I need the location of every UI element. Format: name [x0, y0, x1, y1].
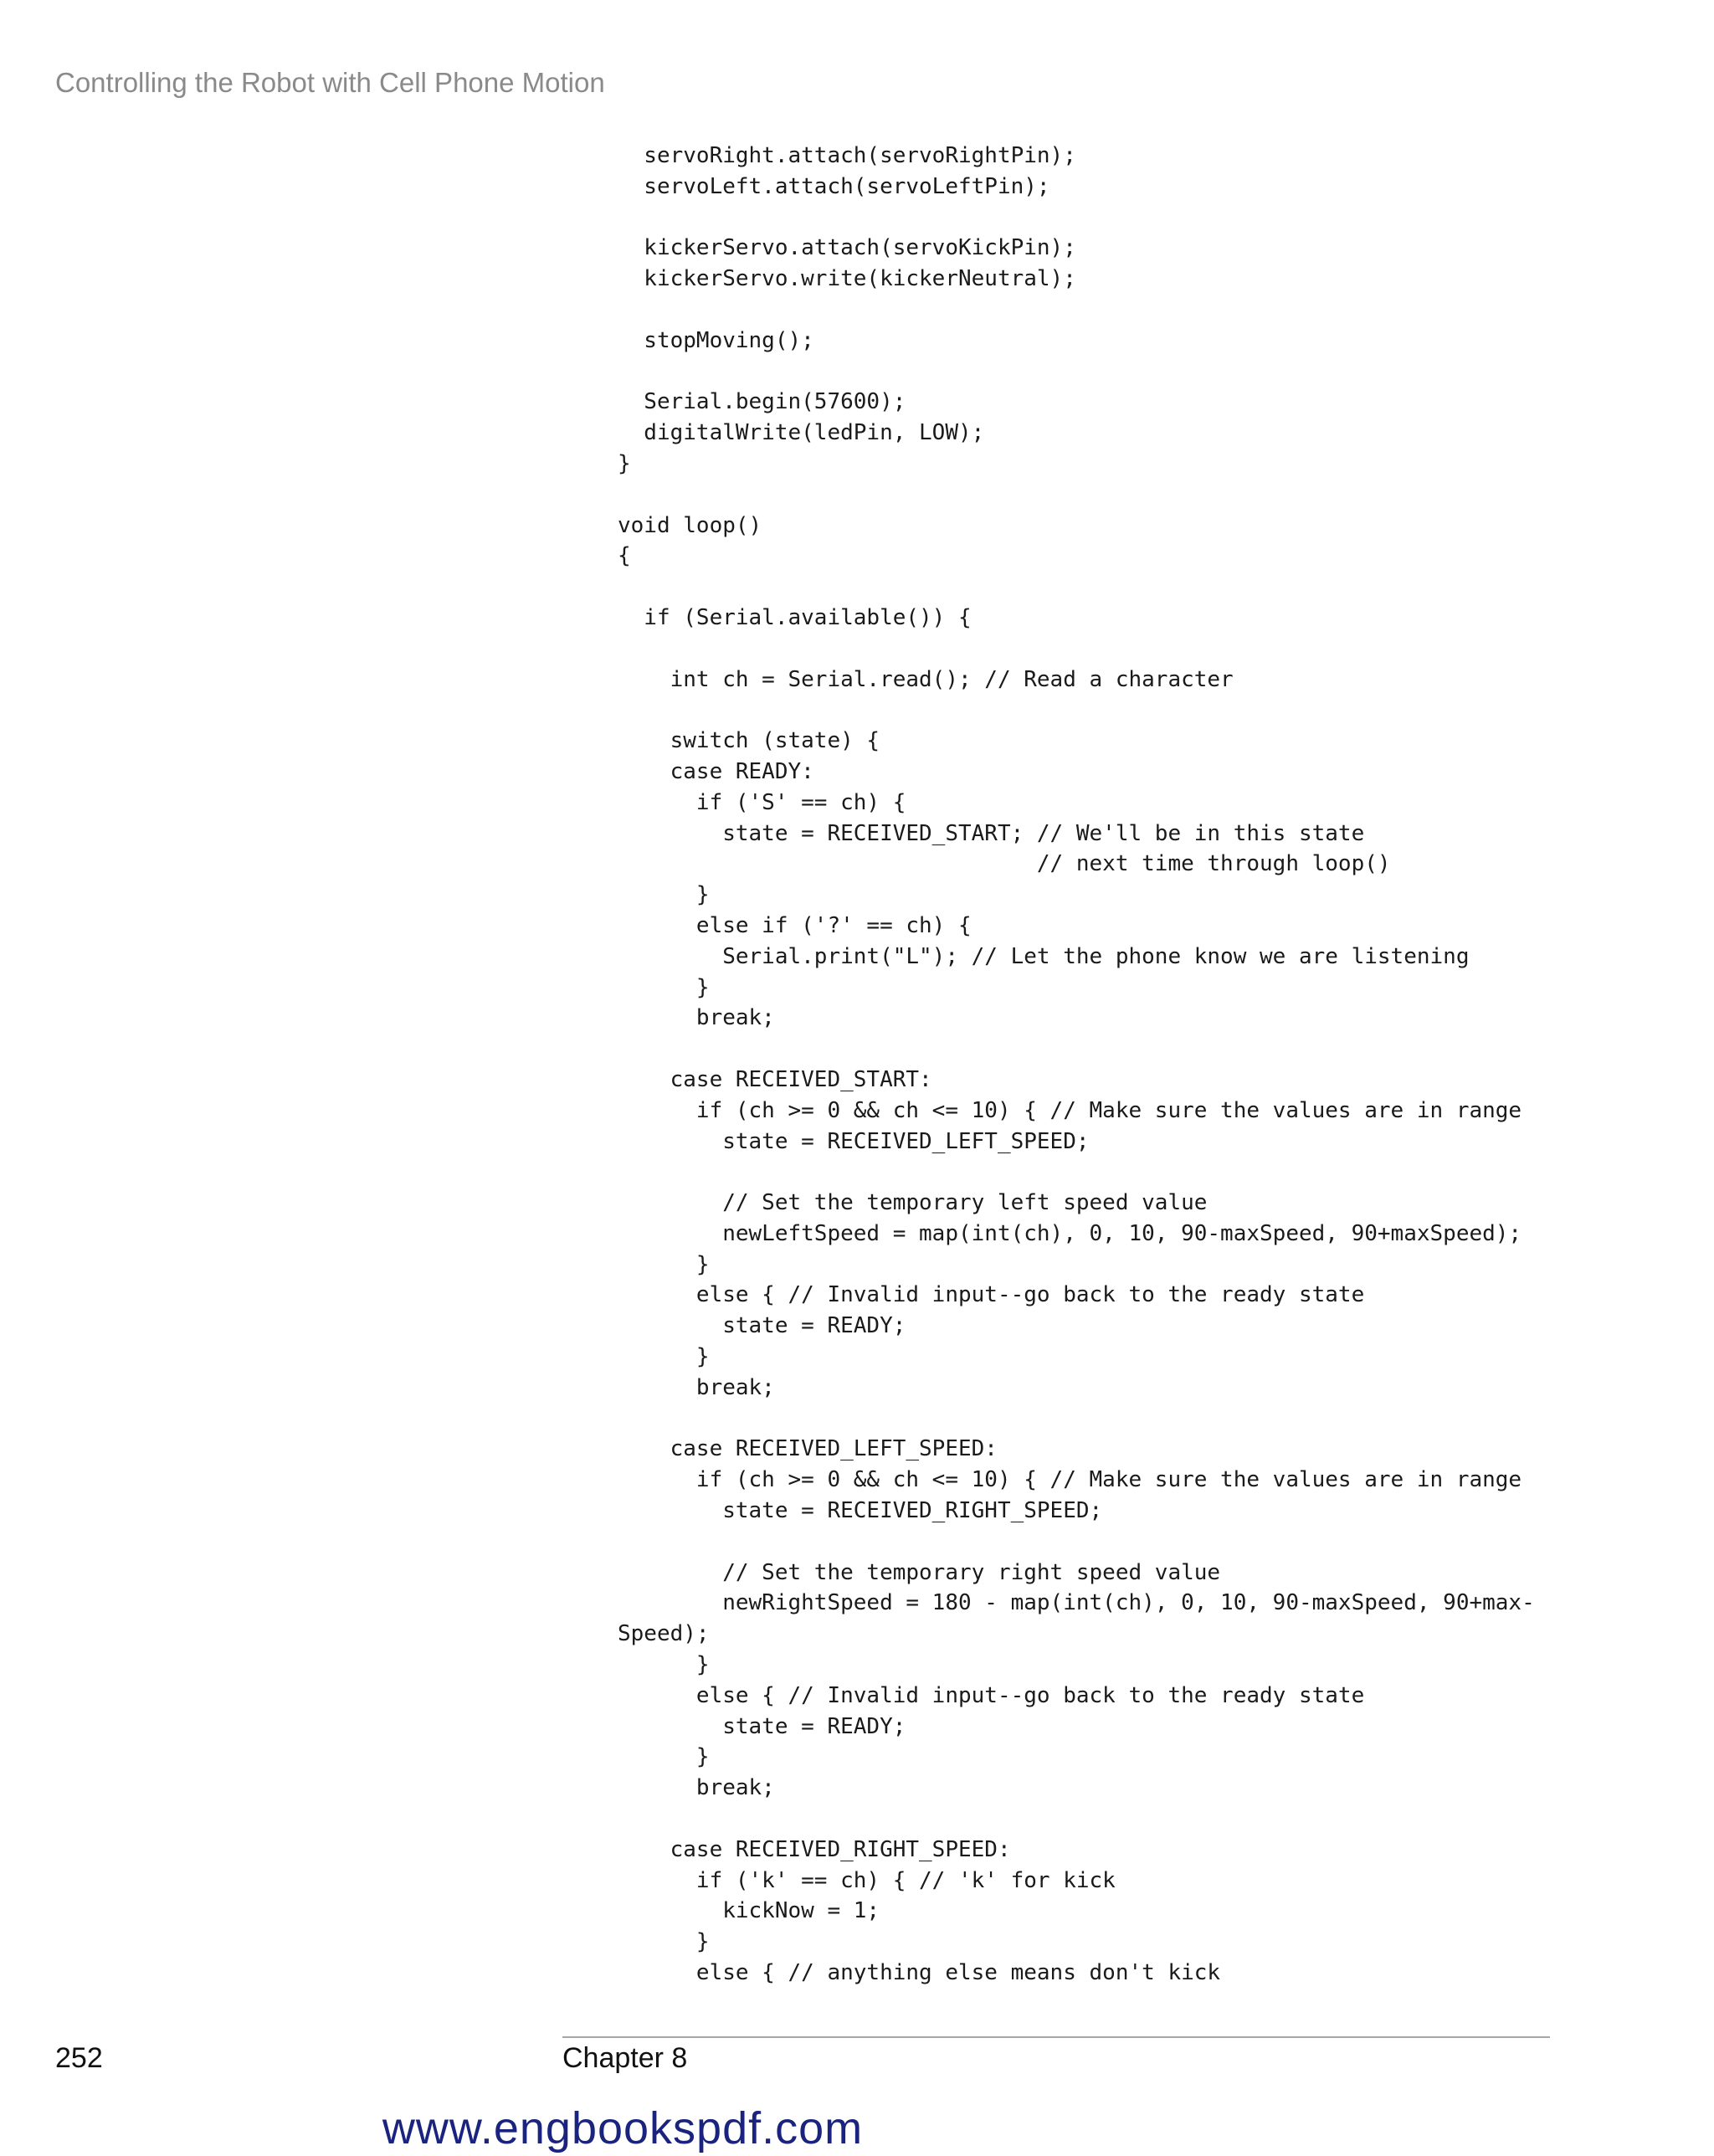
- code-line: break;: [618, 1005, 775, 1031]
- code-line: state = RECEIVED_RIGHT_SPEED;: [618, 1498, 1103, 1524]
- code-line: else { // Invalid input--go back to the ready state: [618, 1282, 1365, 1308]
- code-line: else { // Invalid input--go back to the ready state: [618, 1682, 1365, 1708]
- code-line: }: [618, 450, 631, 476]
- code-line: Serial.begin(57600);: [618, 389, 906, 415]
- code-line: }: [618, 974, 710, 1000]
- code-line: kickerServo.attach(servoKickPin);: [618, 235, 1076, 261]
- code-line: case READY:: [618, 758, 814, 784]
- code-line: digitalWrite(ledPin, LOW);: [618, 420, 985, 446]
- code-line: [618, 1804, 1535, 1835]
- code-line: break;: [618, 1775, 775, 1801]
- footer-rule: [562, 2036, 1550, 2038]
- code-line: [618, 1404, 1535, 1435]
- code-line: servoLeft.attach(servoLeftPin);: [618, 173, 1050, 199]
- code-line: case RECEIVED_RIGHT_SPEED:: [618, 1836, 1011, 1862]
- code-line: [618, 1527, 1535, 1558]
- code-line: stopMoving();: [618, 327, 814, 353]
- code-line: }: [618, 1929, 710, 1955]
- code-line: kickNow = 1;: [618, 1898, 880, 1924]
- code-line: int ch = Serial.read(); // Read a character: [618, 666, 1234, 692]
- code-line: state = READY;: [618, 1713, 906, 1739]
- code-line: Serial.print("L"); // Let the phone know we are listening: [618, 943, 1470, 969]
- code-line: void loop(): [618, 512, 762, 538]
- code-line: state = READY;: [618, 1313, 906, 1339]
- code-line: [618, 203, 1535, 234]
- code-line: // next time through loop(): [618, 851, 1391, 877]
- watermark-link[interactable]: [0, 2102, 1714, 2154]
- code-line: if ('S' == ch) {: [618, 789, 906, 815]
- code-line: }: [618, 1344, 710, 1370]
- code-line: newRightSpeed = 180 - map(int(ch), 0, 10, 90-maxSpeed, 90+max-: [618, 1590, 1535, 1616]
- code-line: case RECEIVED_START:: [618, 1066, 932, 1092]
- chapter-label: Chapter 8: [562, 2042, 688, 2074]
- code-line: if (Serial.available()) {: [618, 604, 972, 630]
- code-line: [618, 357, 1535, 388]
- code-line: state = RECEIVED_START; // We'll be in this state: [618, 820, 1365, 846]
- code-line: [618, 1157, 1535, 1188]
- code-line: case RECEIVED_LEFT_SPEED:: [618, 1436, 998, 1462]
- code-line: [618, 295, 1535, 326]
- code-line: if ('k' == ch) { // 'k' for kick: [618, 1867, 1116, 1893]
- code-line: if (ch >= 0 && ch <= 10) { // Make sure the values are in range: [618, 1467, 1522, 1493]
- code-line: [618, 480, 1535, 511]
- code-listing: [618, 141, 1535, 1989]
- code-line: Speed);: [618, 1621, 710, 1647]
- code-line: {: [618, 543, 631, 569]
- code-line: [618, 634, 1535, 665]
- code-line: servoRight.attach(servoRightPin);: [618, 143, 1076, 168]
- code-line: [618, 572, 1535, 603]
- code-line: else { // anything else means don't kick: [618, 1960, 1221, 1986]
- code-line: [618, 1034, 1535, 1065]
- code-line: newLeftSpeed = map(int(ch), 0, 10, 90-maxSpeed, 90+maxSpeed);: [618, 1220, 1522, 1246]
- code-line: }: [618, 882, 710, 908]
- page-number: 252: [55, 2042, 103, 2074]
- code-line: }: [618, 1652, 710, 1678]
- code-line: }: [618, 1251, 710, 1277]
- code-line: [618, 695, 1535, 726]
- code-line: switch (state) {: [618, 728, 880, 754]
- running-head: Controlling the Robot with Cell Phone Motion: [55, 67, 605, 98]
- code-line: kickerServo.write(kickerNeutral);: [618, 266, 1076, 292]
- code-line: state = RECEIVED_LEFT_SPEED;: [618, 1128, 1090, 1154]
- code-line: }: [618, 1744, 710, 1770]
- code-line: else if ('?' == ch) {: [618, 912, 972, 938]
- watermark-text: www.engbookspdf.com: [382, 2103, 864, 2153]
- code-line: break;: [618, 1374, 775, 1400]
- code-line: // Set the temporary left speed value: [618, 1190, 1208, 1216]
- code-line: if (ch >= 0 && ch <= 10) { // Make sure the values are in range: [618, 1097, 1522, 1123]
- code-line: // Set the temporary right speed value: [618, 1559, 1221, 1585]
